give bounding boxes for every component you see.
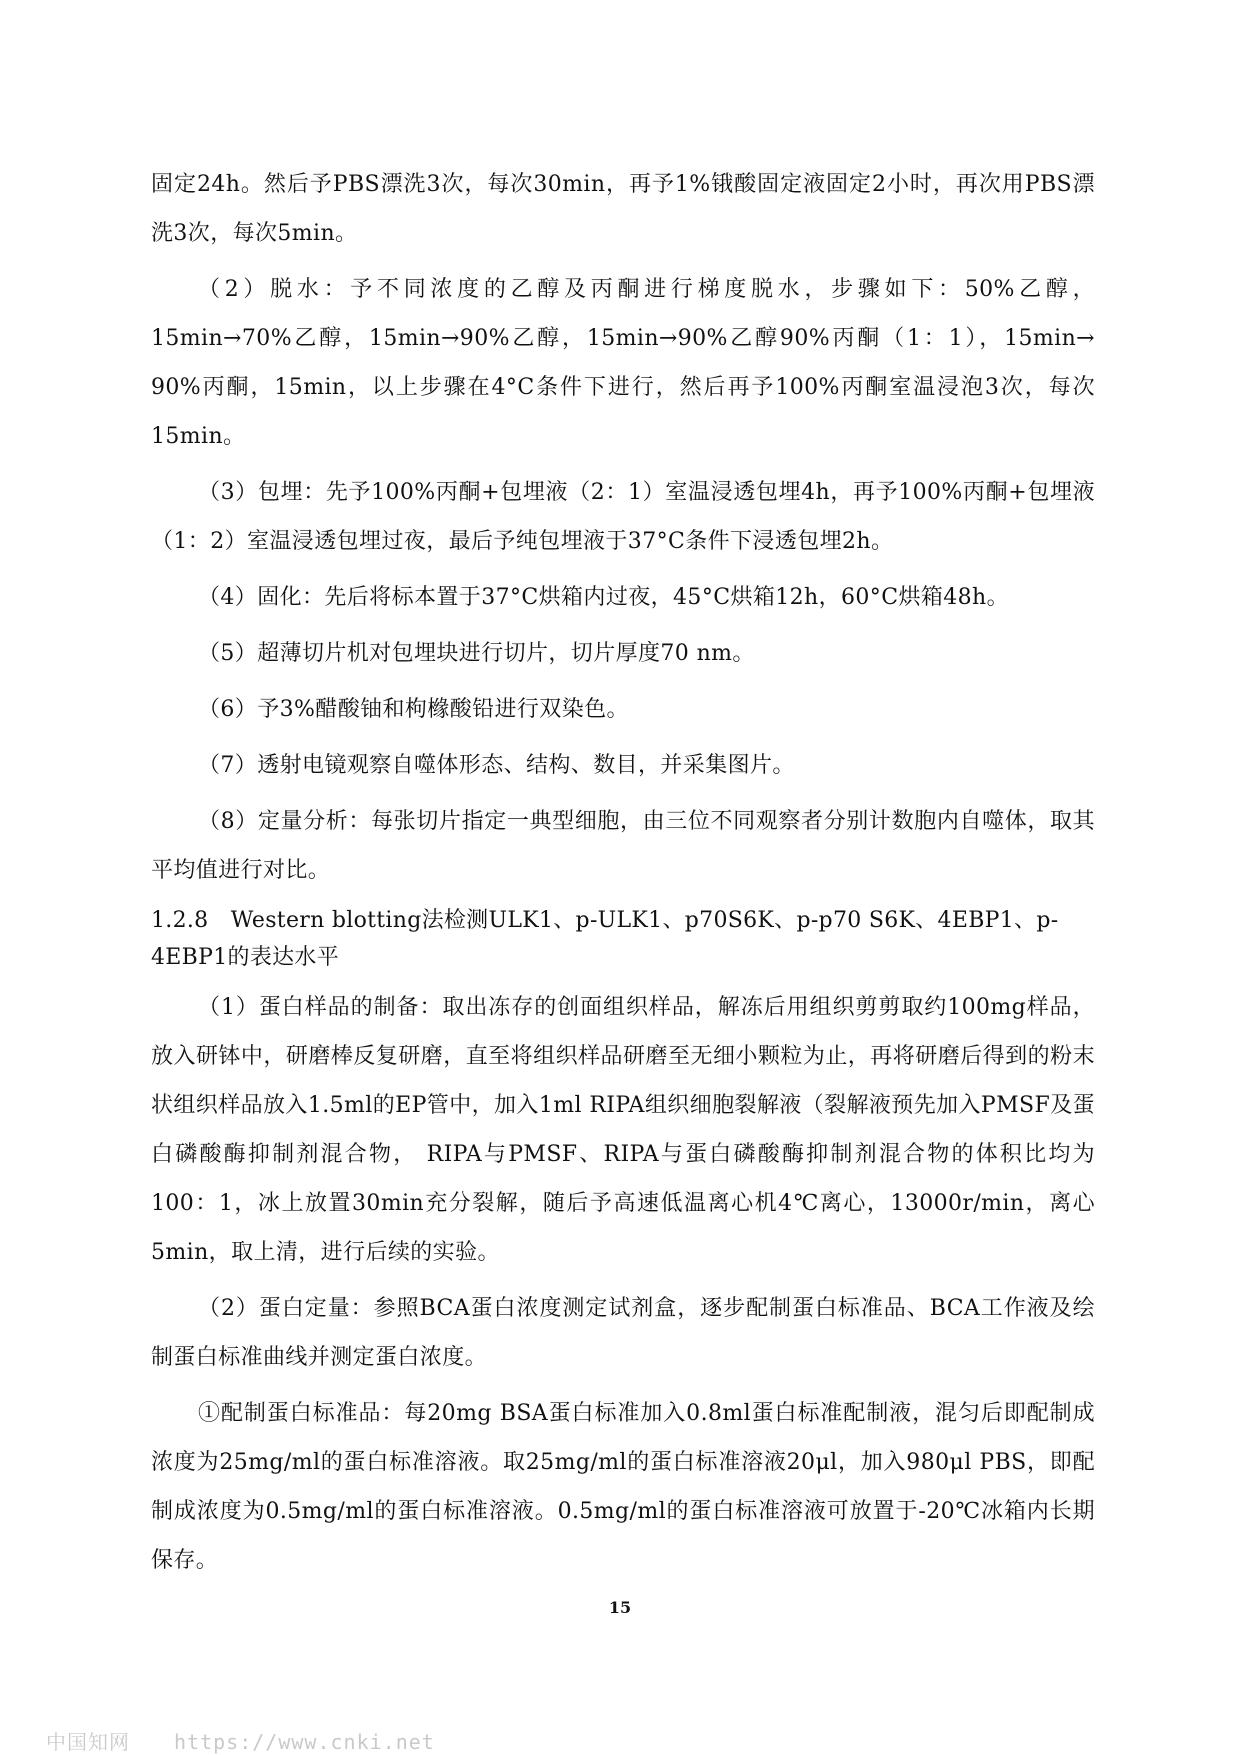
paragraph-protein-quantification: （2）蛋白定量：参照BCA蛋白浓度测定试剂盒，逐步配制蛋白标准品、BCA工作液及绘制蛋白标准曲线并测定蛋白浓度。 — [151, 1296, 1095, 1370]
paragraph-fixation-end: 固定24h。然后予PBS漂洗3次，每次30min，再予1%锇酸固定液固定2小时，再次用PBS漂洗3次，每次5min。 — [151, 172, 1095, 246]
paragraph-tem-observation: （7）透射电镜观察自噬体形态、结构、数目，并采集图片。 — [198, 753, 795, 778]
watermark-site-name: 中国知网 — [46, 1730, 130, 1754]
paragraph-sectioning: （5）超薄切片机对包埋块进行切片，切片厚度70 nm。 — [198, 641, 755, 666]
paragraph-standard-preparation: ①配制蛋白标准品：每20mg BSA蛋白标准加入0.8ml蛋白标准配制液，混匀后即配制成浓度为25mg/ml的蛋白标准溶液。取25mg/ml的蛋白标准溶液20μl，加入980μl PBS，即配制成浓度为0.5mg/ml的蛋白标准溶液。0.5mg/ml的蛋白标准溶液可放置于-20℃冰箱内长期保存。 — [151, 1401, 1095, 1573]
watermark — [46, 1726, 435, 1755]
paragraph-staining: （6）予3%醋酸铀和枸橼酸铅进行双染色。 — [198, 697, 629, 722]
paragraph-dehydration: （2）脱水：予不同浓度的乙醇及丙酮进行梯度脱水，步骤如下：50%乙醇，15min→70%乙醇，15min→90%乙醇，15min→90%乙醇90%丙酮（1：1），15min→ 90%丙酮，15min，以上步骤在4°C条件下进行，然后再予100%丙酮室温浸泡3次，每次15min。 — [151, 277, 1095, 449]
watermark-url: https://www.cnki.net — [174, 1730, 435, 1754]
paragraph-protein-sample-prep: （1）蛋白样品的制备：取出冻存的创面组织样品，解冻后用组织剪剪取约100mg样品，放入研钵中，研磨棒反复研磨，直至将组织样品研磨至无细小颗粒为止，再将研磨后得到的粉末状组织样品放入1.5ml的EP管中，加入1ml RIPA组织细胞裂解液（裂解液预先加入PMSF及蛋白磷酸酶抑制剂混合物， RIPA与PMSF、RIPA与蛋白磷酸酶抑制剂混合物的体积比均为100：1，冰上放置30min充分裂解，随后予高速低温离心机4℃离心，13000r/min，离心5min，取上清，进行后续的实验。 — [151, 995, 1095, 1265]
paragraph-embedding: （3）包埋：先予100%丙酮+包埋液（2：1）室温浸透包埋4h，再予100%丙酮+包埋液（1：2）室温浸透包埋过夜，最后予纯包埋液于37°C条件下浸透包埋2h。 — [151, 480, 1095, 554]
page-number: 15 — [608, 1598, 632, 1617]
section-heading-western-blotting: 1.2.8 Western blotting法检测ULK1、p-ULK1、p70S6K、p-p70 S6K、4EBP1、p-4EBP1的表达水平 — [151, 908, 1059, 970]
paragraph-curing: （4）固化：先后将标本置于37°C烘箱内过夜，45°C烘箱12h，60°C烘箱48h。 — [198, 585, 1010, 610]
document-body — [151, 160, 1095, 1592]
paragraph-quantitative-analysis: （8）定量分析：每张切片指定一典型细胞，由三位不同观察者分别计数胞内自噬体，取其平均值进行对比。 — [151, 809, 1095, 883]
